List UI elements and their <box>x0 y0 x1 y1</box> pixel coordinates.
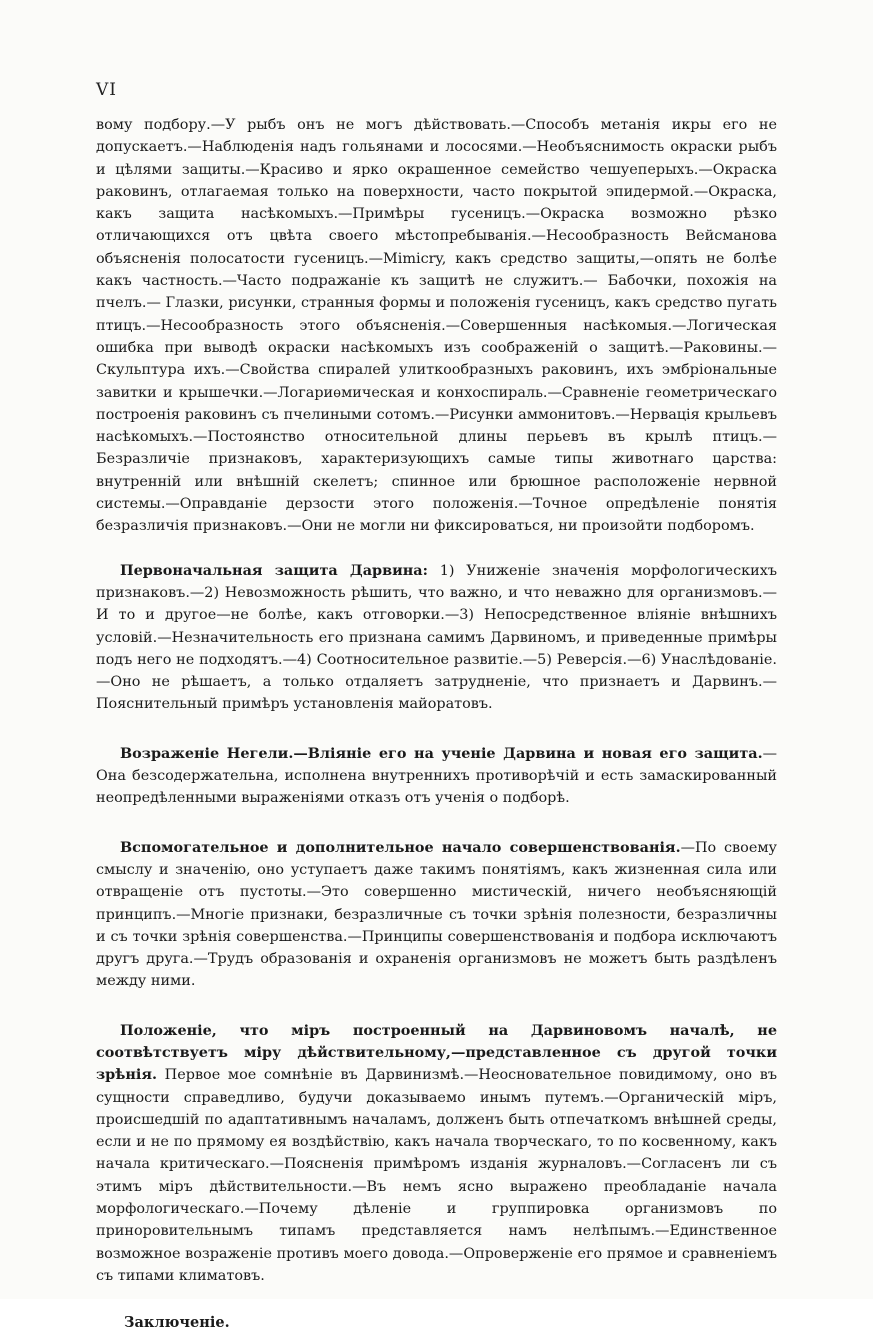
paragraph-darwin-defense <box>96 560 777 716</box>
paragraph-continuation <box>96 114 777 538</box>
paragraph-world-argument <box>96 1020 777 1288</box>
paragraph-heading: Положеніе, что міръ построенный на Дарвиновомъ началѣ, не соотвѣтствуетъ міру дѣйствительному,—представленное съ другой точки зрѣнія. <box>96 1021 777 1084</box>
paragraph-heading: Вспомогательное и дополнительное начало совершенствованія. <box>120 838 681 856</box>
paragraph-text: 1) Униженіе значенія морфологическихъ признаковъ.—2) Невозможность рѣшить, что важно, и что неважно для организмовъ.—И то и другое—не болѣе, какъ отговорки.—3) Непосредственное вліяніе внѣшнихъ условій.—Незначительность его признана самимъ Дарвиномъ, и приведенные примѣры подъ него не подходятъ.—4) Соотносительное развитіе.—5) Реверсія.—6) Унаслѣдованіе.—Оно не рѣшаетъ, а только отдаляетъ затрудненіе, что признаетъ и Дарвинъ.—Пояснительный примѣръ установленія майоратовъ. <box>96 562 777 713</box>
paragraph-naegeli-objection <box>96 743 777 810</box>
paragraph-heading: Первоначальная защита Дарвина: <box>120 561 428 579</box>
paragraph-text: —Она безсодержательна, исполнена внутреннихъ противорѣчій и есть замаскированный неопредѣленными выраженіями отказъ отъ ученія о подборѣ. <box>96 745 777 807</box>
paragraph-heading: Возраженіе Негели.—Вліяніе его на ученіе Дарвина и новая его защита. <box>120 744 763 762</box>
page-number: VI <box>96 80 117 100</box>
paragraph-text: вому подбору.—У рыбъ онъ не могъ дѣйствовать.—Способъ метанія икры его не допускаетъ.—Наблюденія надъ гольянами и лососями.—Необъяснимость окраски рыбъ и цѣлями защиты.—Красиво и ярко окрашенное семейство чешуеперыхъ.—Окраска раковинъ, отлагаемая только на поверхности, часто покрытой эпидермой.—Окраска, какъ защита насѣкомыхъ.—Примѣры гусеницъ.—Окраска возможно рѣзко отличающихся отъ цвѣта своего мѣстопребыванія.—Несообразность Вейсманова объясненія полосатости гусеницъ.—Mimicry, какъ средство защиты,—опять не болѣе какъ частность.—Часто подражаніе къ защитѣ не служитъ.— Бабочки, похожія на пчелъ.— Глазки, рисунки, странныя формы и положенія гусеницъ, какъ средство пугать птицъ.—Несообразность этого объясненія.—Совершенныя насѣкомыя.—Логическая ошибка при выводѣ окраски насѣкомыхъ изъ соображеній о защитѣ.—Раковины.—Скульптура ихъ.—Свойства спиралей улиткообразныхъ раковинъ, ихъ эмбріональные завитки и крышечки.—Логариѳмическая и конхоспираль.—Сравненіе геометрическаго построенія раковинъ съ пчелиными сотомъ.—Рисунки аммонитовъ.—Нервація крыльевъ насѣкомыхъ.—Постоянство относительной длины перьевъ въ крылѣ птицъ.—Безразличіе признаковъ, характеризующихъ самые типы животнаго царства: внутренній или внѣшній скелетъ; спинное или брюшное расположеніе нервной системы.—Оправданіе дерзости этого положенія.—Точное опредѣленіе понятія безразличія признаковъ.—Они не могли ни фиксироваться, ни произойти подборомъ. <box>96 117 777 535</box>
paragraph-perfection-principle <box>96 837 777 993</box>
conclusion-heading: Заключеніе. <box>124 1314 230 1331</box>
paragraph-text: Первое мое сомнѣніе въ Дарвинизмѣ.—Неосновательное повидимому, оно въ сущности справедливо, будучи доказываемо инымъ путемъ.—Органическій міръ, происшедшій по адаптативнымъ началамъ, долженъ быть отпечаткомъ внѣшней среды, если и не по прямому ея воздѣйствію, какъ начала творческаго, то по косвенному, какъ начала критическаго.—Поясненія примѣромъ изданія журналовъ.—Согласенъ ли съ этимъ міръ дѣйствительности.—Въ немъ ясно выражено преобладаніе начала морфологическаго.—Почему дѣленіе и группировка организмовъ по приноровительнымъ типамъ представляется намъ нелѣпымъ.—Единственное возможное возраженіе противъ моего довода.—Опроверженіе его прямое и сравненіемъ съ типами климатовъ. <box>96 1067 777 1284</box>
paragraph-text: —По своему смыслу и значенію, оно уступаетъ даже такимъ понятіямъ, какъ жизненная сила или отвращеніе отъ пустоты.—Это совершенно мистическій, ничего необъясняющій принципъ.—Многіе признаки, безразличные съ точки зрѣнія полезности, безразличны и съ точки зрѣнія совершенства.—Принципы совершенствованія и подбора исключаютъ другъ друга.—Трудъ образованія и охраненія организмовъ не можетъ быть раздѣленъ между ними. <box>96 839 778 990</box>
table-of-contents-text <box>96 114 777 1331</box>
